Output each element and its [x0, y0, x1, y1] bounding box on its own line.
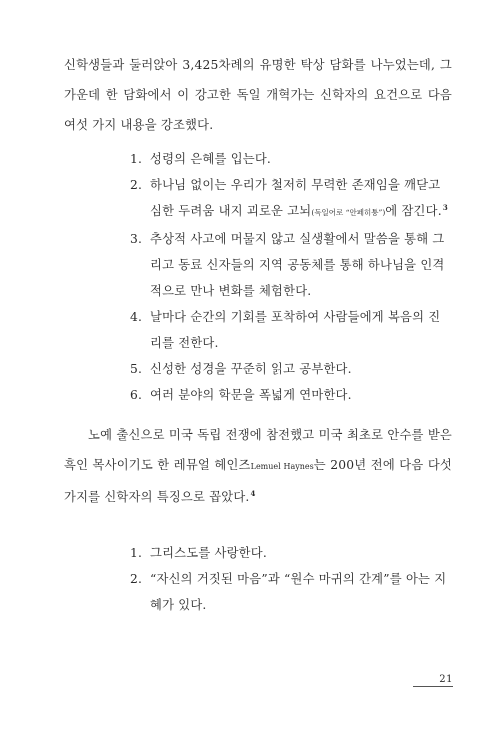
list-item [0, 304, 500, 356]
german-term-note: (독일어로 “안페히퉁”) [311, 208, 386, 217]
list-item-text: 날마다 순간의 기회를 포착하여 사람들에게 복음의 진리를 전한다. [150, 310, 441, 350]
list-item-text: 신성한 성경을 꾸준히 읽고 공부한다. [150, 362, 352, 376]
list-item [0, 172, 500, 226]
body-paragraph-2 [64, 420, 452, 512]
list-item [0, 540, 500, 566]
english-name: Lemuel Haynes [250, 462, 314, 472]
list-item [0, 566, 500, 618]
list-item [0, 382, 500, 408]
list-item-text: 그리스도를 사랑한다. [150, 546, 267, 560]
list-item-number: 6. [130, 388, 143, 402]
paragraph-2-text-start: 노예 출신으로 미국 독립 전쟁에 참전했고 미국 최초로 안수를 받은 흑인 목사이기도 한 레뮤얼 헤인즈 [64, 428, 452, 473]
list-item-text: 여러 분야의 학문을 폭넓게 연마한다. [150, 388, 352, 402]
list-item-number: 1. [130, 546, 143, 560]
list-item-number: 5. [130, 362, 143, 376]
page-number: 21 [439, 674, 453, 685]
list-item-number: 2. [130, 572, 143, 586]
footnote-marker: 3 [442, 203, 448, 212]
list-item-text: 추상적 사고에 머물지 않고 실생활에서 말씀을 통해 그리고 동료 신자들의 지역 공동체를 통해 하나님을 인격적으로 만나 변화를 체험한다. [150, 232, 445, 298]
list-item [0, 356, 500, 382]
list-item-number: 3. [130, 232, 143, 246]
body-paragraph-1: 신학생들과 둘러앉아 3,425차례의 유명한 탁상 담화를 나누었는데, 그 가운데 한 담화에서 이 강고한 독일 개혁가는 신학자의 요건으로 다음 여섯 가지 내용을 강조했다. [64, 58, 452, 133]
paragraph-2-text-end: 는 200년 전에 다음 다섯 가지를 신학자의 특징으로 꼽았다. [64, 458, 452, 505]
list-item-text-end: 에 잠긴다. [385, 204, 442, 218]
list-item-number: 2. [130, 178, 143, 192]
footnote-marker: 4 [250, 489, 256, 499]
theologian-requirements-list [0, 146, 500, 408]
list-item-number: 1. [130, 152, 143, 166]
page-number-rule [413, 686, 453, 687]
list-item-text [150, 172, 452, 226]
list-item-number: 4. [130, 310, 143, 324]
list-item-text: 성령의 은혜를 입는다. [150, 152, 272, 166]
list-item-text-main: 하나님 없이는 우리가 철저히 무력한 존재임을 깨닫고 심한 두려움 내지 괴로운 고뇌 [150, 178, 441, 218]
list-item [0, 146, 500, 172]
list-item-text: “자신의 거짓된 마음”과 “원수 마귀의 간계”를 아는 지혜가 있다. [150, 572, 447, 612]
theologian-traits-list [0, 540, 500, 618]
list-item [0, 226, 500, 304]
